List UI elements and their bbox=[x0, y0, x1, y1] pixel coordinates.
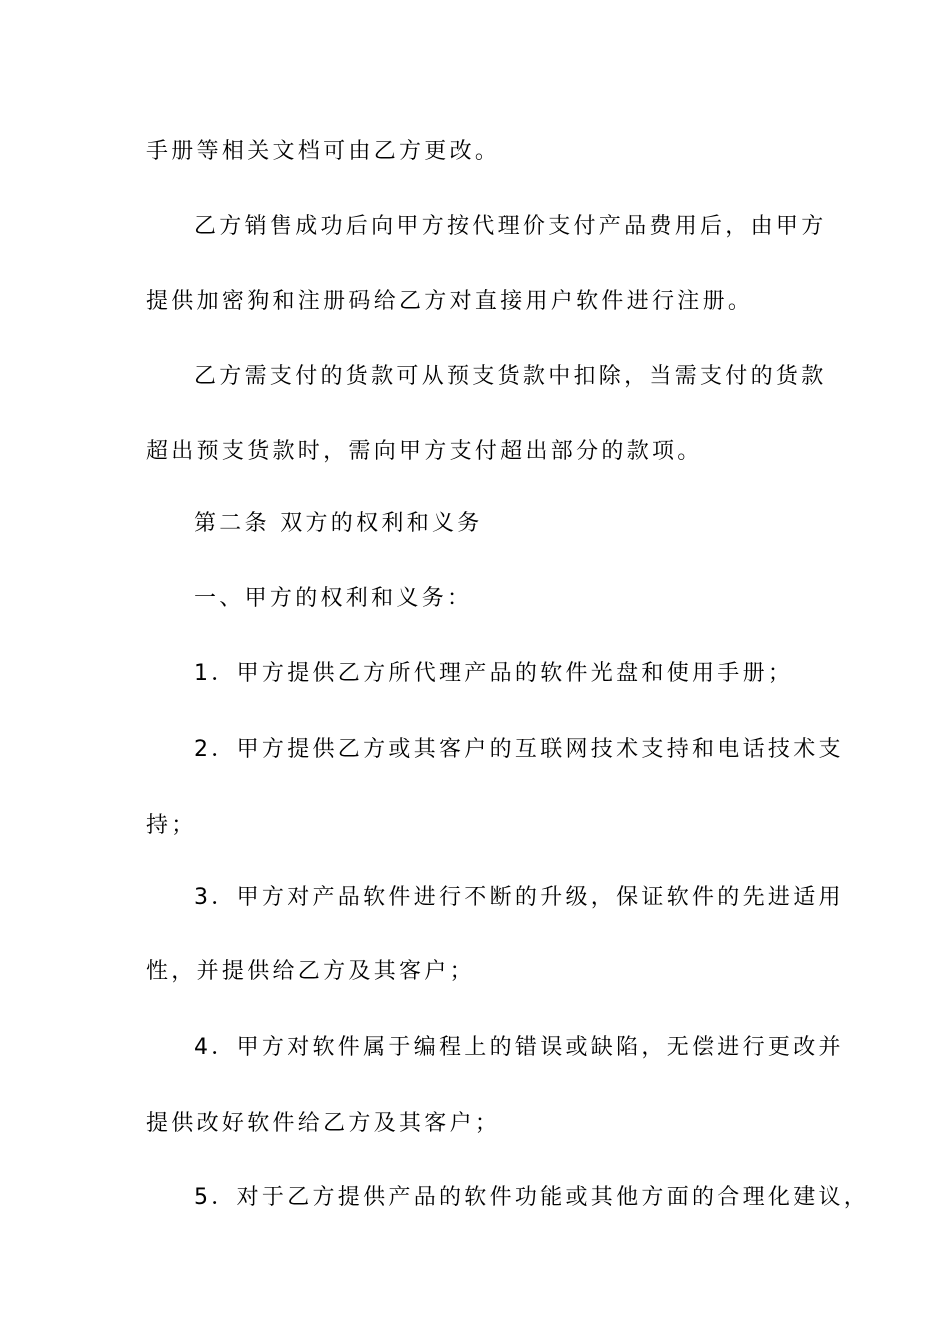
text-line: 手册等相关文档可由乙方更改。 bbox=[146, 139, 501, 164]
text-line: 性，并提供给乙方及其客户； bbox=[146, 959, 475, 984]
list-item: 4．甲方对软件属于编程上的错误或缺陷，无偿进行更改并 bbox=[194, 1035, 844, 1060]
list-item: 2．甲方提供乙方或其客户的互联网技术支持和电话技术支 bbox=[194, 737, 844, 762]
list-item: 3．甲方对产品软件进行不断的升级，保证软件的先进适用 bbox=[194, 885, 844, 910]
text-line: 提供改好软件给乙方及其客户； bbox=[146, 1111, 501, 1136]
text-line: 乙方需支付的货款可从预支货款中扣除，当需支付的货款 bbox=[194, 364, 827, 389]
list-item: 5．对于乙方提供产品的软件功能或其他方面的合理化建议， bbox=[194, 1185, 870, 1210]
subsection-heading: 一、甲方的权利和义务： bbox=[194, 586, 473, 611]
text-line: 乙方销售成功后向甲方按代理价支付产品费用后，由甲方 bbox=[194, 214, 827, 239]
text-line: 持； bbox=[146, 813, 197, 838]
text-line: 提供加密狗和注册码给乙方对直接用户软件进行注册。 bbox=[146, 289, 754, 314]
text-line: 超出预支货款时，需向甲方支付超出部分的款项。 bbox=[146, 439, 703, 464]
list-item: 1．甲方提供乙方所代理产品的软件光盘和使用手册； bbox=[194, 661, 794, 686]
section-heading: 第二条 双方的权利和义务 bbox=[194, 511, 483, 536]
